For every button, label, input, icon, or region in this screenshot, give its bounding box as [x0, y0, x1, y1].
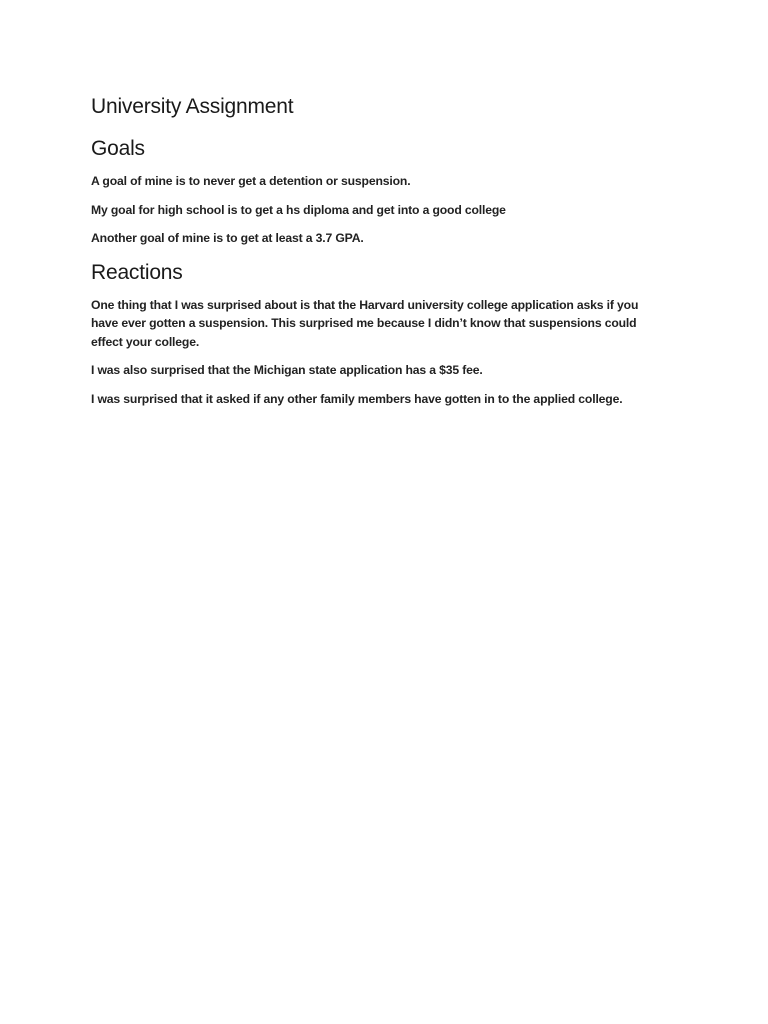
goals-heading: Goals	[91, 137, 145, 160]
document-title: University Assignment	[91, 95, 294, 118]
goals-section	[91, 172, 668, 248]
reaction-paragraph: I was surprised that it asked if any other family members have gotten in to the applied college.	[91, 391, 623, 406]
goal-paragraph: A goal of mine is to never get a detention or suspension.	[91, 174, 411, 188]
reaction-paragraph: One thing that I was surprised about is that the Harvard university college application asks if you have ever gotten a suspension. This surprised me because I didn’t know that suspensions could effect your college.	[91, 297, 639, 349]
goal-paragraph: Another goal of mine is to get at least a 3.7 GPA.	[91, 231, 364, 245]
goal-paragraph: My goal for high school is to get a hs diploma and get into a good college	[91, 202, 506, 217]
reactions-section	[91, 296, 668, 409]
reactions-heading: Reactions	[91, 260, 183, 284]
reaction-paragraph: I was also surprised that the Michigan state application has a $35 fee.	[91, 363, 483, 377]
